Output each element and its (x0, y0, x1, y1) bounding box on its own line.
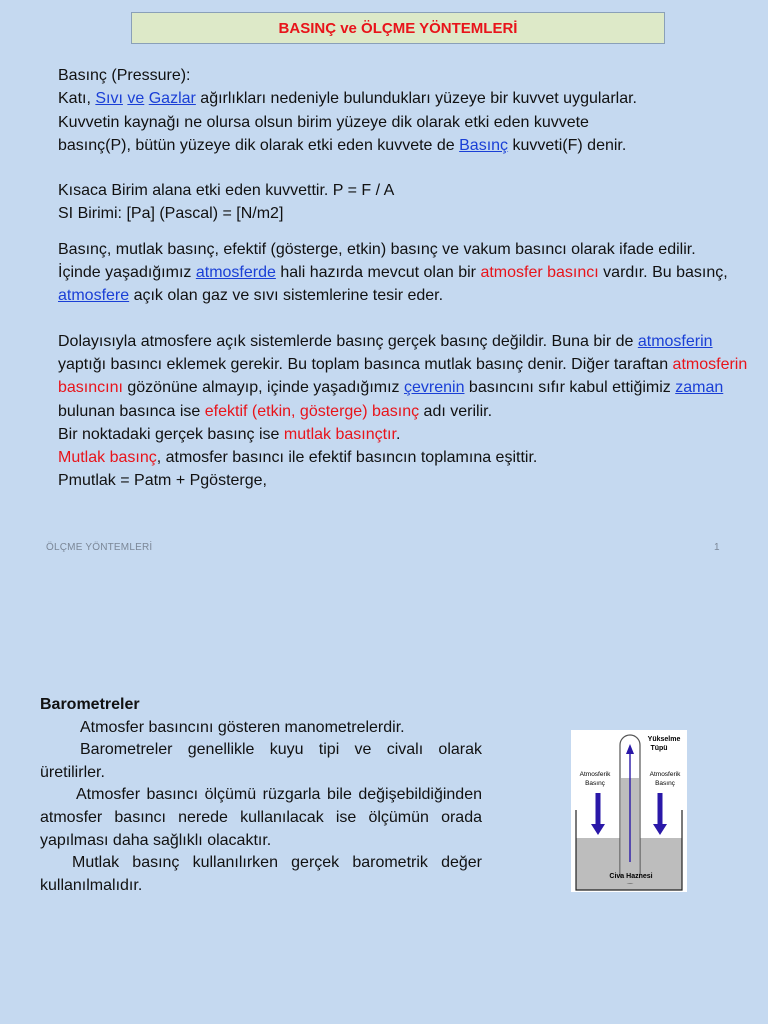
right-pressure-arrow-shaft (658, 793, 663, 825)
link-basinc[interactable]: Basınç (459, 136, 509, 154)
text: Bir noktadaki gerçek basınç ise (58, 425, 284, 443)
text: kuvveti(F) denir. (508, 136, 627, 154)
barometer-paragraph-2: Barometreler genellikle kuyu tipi ve civalı olarak üretilirler. (40, 741, 482, 781)
text: . (395, 425, 401, 443)
link-gazlar[interactable]: Gazlar (148, 90, 196, 108)
right-pressure-arrow-head (653, 824, 667, 835)
formula: Pmutlak = Patm + Pgösterge, (58, 472, 267, 490)
slide-title-text: BASINÇ ve ÖLÇME YÖNTEMLERİ (278, 19, 518, 37)
slide-footer-title: ÖLÇME YÖNTEMLERİ (46, 542, 153, 553)
highlight-red: mutlak basınçtır (283, 425, 396, 443)
reservoir-label: Civa Haznesi (609, 873, 653, 880)
left-label-2: Basınç (585, 780, 605, 787)
text: yaptığı basıncı eklemek gerekir. Bu toplam basınca mutlak basınç denir. Diğer taraftan (58, 355, 673, 373)
text: İçinde yaşadığımız (58, 264, 196, 282)
barometer-heading: Barometreler (40, 696, 140, 713)
text: adı verilir. (419, 402, 493, 420)
barometer-diagram (571, 730, 687, 892)
text: vardır. Bu basınç, (598, 264, 728, 282)
right-label-2: Basınç (655, 780, 675, 787)
left-pressure-arrow-head (591, 824, 605, 835)
text: Katı, (58, 90, 96, 108)
text: Dolayısıyla atmosfere açık sistemlerde basınç gerçek basınç değildir. Buna bir de (58, 332, 638, 350)
link-sivi[interactable]: Sıvı (95, 90, 123, 108)
text: Basınç, mutlak basınç, efektif (gösterge, etkin) basınç ve vakum basıncı olarak ifade edilir. (58, 240, 696, 258)
link-zaman[interactable]: zaman (675, 379, 724, 397)
barometer-paragraph-1: Atmosfer basıncını gösteren manometrelerdir. (80, 718, 405, 736)
left-label-1: Atmosferik (579, 771, 611, 778)
highlight-red: atmosferin basıncını (58, 355, 748, 397)
right-label-1: Atmosferik (649, 771, 681, 778)
slide-title (131, 12, 665, 44)
link-ve[interactable]: ve (127, 90, 145, 108)
link-atmosfere[interactable]: atmosfere (58, 287, 130, 305)
tube-label-2: Tüpü (650, 745, 668, 752)
si-unit-line: SI Birimi: [Pa] (Pascal) = [N/m2] (58, 205, 284, 223)
highlight-red: Mutlak basınç (58, 449, 157, 467)
tube-label-1: Yükselme (647, 736, 681, 743)
link-atmosferde[interactable]: atmosferde (195, 264, 276, 282)
paragraph-line (58, 134, 748, 157)
barometer-svg (571, 730, 687, 892)
slide2-body (40, 694, 482, 897)
text: basınç(P), bütün yüzeye dik olarak etki eden kuvvete de (58, 136, 460, 154)
pressure-heading: Basınç (Pressure): (58, 67, 191, 84)
link-atmosferin[interactable]: atmosferin (637, 332, 713, 350)
highlight-red: efektif (etkin, gösterge) basınç (204, 402, 420, 420)
paragraph-line (58, 87, 748, 110)
text: hali hazırda mevcut olan bir (275, 264, 481, 282)
text: açık olan gaz ve sıvı sistemlerine tesir eder. (129, 287, 444, 305)
absolute-pressure-paragraph (58, 330, 748, 493)
left-pressure-arrow-shaft (596, 793, 601, 825)
barometer-paragraph-4: Mutlak basınç kullanılırken gerçek barometrik değer kullanılmalıdır. (40, 854, 482, 894)
text: , atmosfer basıncı ile efektif basıncın toplamına eşittir. (156, 449, 538, 467)
slide-page-number: 1 (714, 542, 720, 553)
definition-line: Kısaca Birim alana etki eden kuvvettir. P = F / A (58, 182, 395, 200)
barometer-paragraph-3: Atmosfer basıncı ölçümü rüzgarla bile değişebildiğinden atmosfer basıncı nerede kullanılacak ise ölçümün orada yapılması daha sağlıklı olacaktır. (40, 786, 482, 849)
slide1-body (58, 64, 748, 493)
paragraph-line: Kuvvetin kaynağı ne olursa olsun birim yüzeye dik olarak etki eden kuvvete (58, 113, 589, 131)
pressure-types-paragraph (58, 238, 748, 308)
text: bulunan basınca ise (58, 402, 205, 420)
link-cevrenin[interactable]: çevrenin (403, 379, 465, 397)
text: ağırlıkları nedeniyle bulundukları yüzeye bir kuvvet uygularlar. (195, 90, 637, 108)
text: gözönüne almayıp, içinde yaşadığımız (122, 379, 404, 397)
text: basıncını sıfır kabul ettiğimiz (464, 379, 676, 397)
highlight-red: atmosfer basıncı (480, 264, 599, 282)
